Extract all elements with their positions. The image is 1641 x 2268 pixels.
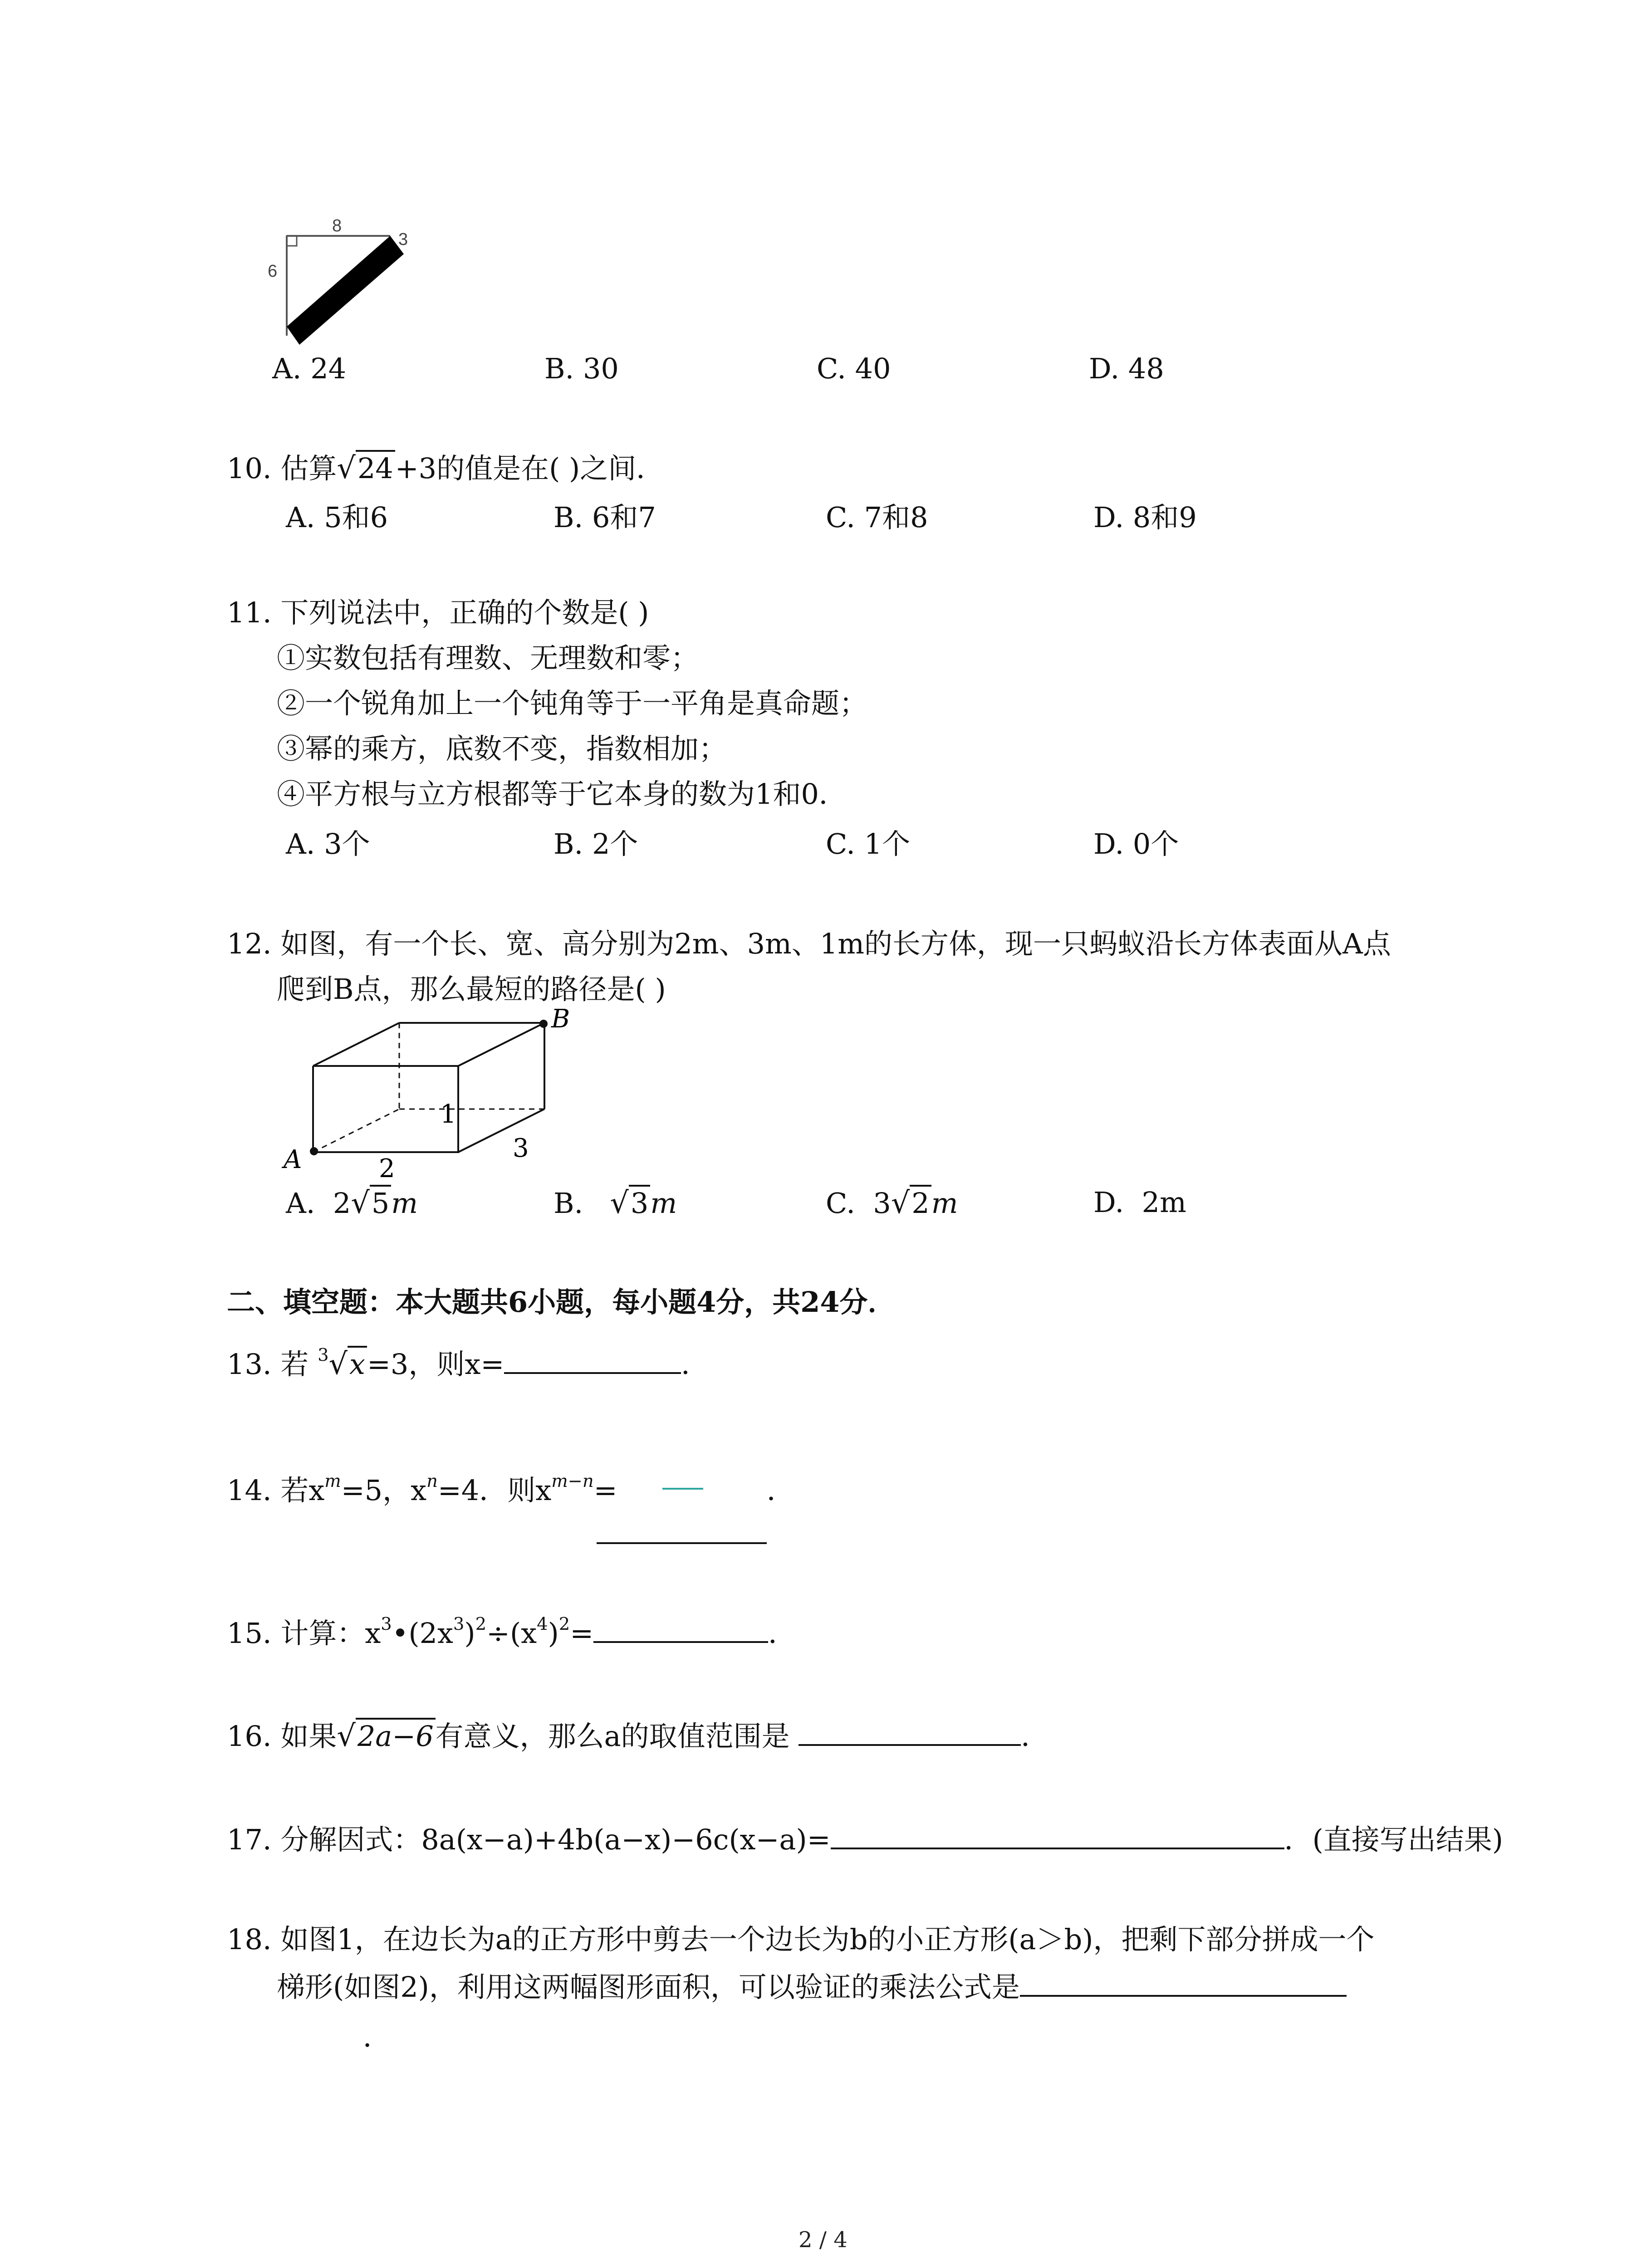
q9-option-c[interactable]: C. 40 xyxy=(817,352,891,385)
q14-eq: = xyxy=(593,1474,617,1507)
q15-b: ) xyxy=(464,1617,475,1650)
q14-end: ． xyxy=(767,1474,795,1507)
q12-line2: 爬到B点，那么最短的路径是( ) xyxy=(277,973,666,1006)
q12-option-d[interactable] xyxy=(1093,1188,1186,1217)
q12-option-a-sqrt: √5 xyxy=(351,1188,391,1218)
q12-option-b-unit: m xyxy=(650,1187,677,1220)
q18-line2 xyxy=(277,1970,1347,2004)
q12-option-b-radicand: 3 xyxy=(629,1185,650,1220)
q15-eq: = xyxy=(570,1617,594,1650)
q12-line1 xyxy=(227,927,1391,960)
q10-post: +3的值是在( )之间． xyxy=(395,452,665,485)
q10-radicand: 24 xyxy=(356,450,395,485)
q12-option-c-sqrt: √2 xyxy=(891,1188,931,1218)
q15-d: ) xyxy=(548,1617,559,1650)
q12-option-c-coef: 3 xyxy=(873,1187,891,1220)
q18-answer-blank[interactable] xyxy=(1020,1995,1347,1997)
q12-option-a-label: A. xyxy=(286,1187,315,1220)
q9-label-top: 8 xyxy=(332,216,342,235)
q17-end: ．(直接写出结果) xyxy=(1284,1823,1504,1856)
q12-label-w: 3 xyxy=(513,1134,529,1163)
q12-label-h: 1 xyxy=(440,1100,456,1129)
q9-figure xyxy=(254,213,426,349)
q17-number: 17. xyxy=(227,1823,272,1856)
q13-post: =3，则x= xyxy=(367,1348,505,1381)
q16-post: 有意义，那么a的取值范围是 xyxy=(435,1720,790,1753)
q10-pre: 估算 xyxy=(280,452,337,485)
q11-item-1: ①实数包括有理数、无理数和零； xyxy=(277,641,699,675)
q18-end: ． xyxy=(363,2020,392,2053)
q11-item-3: ③幂的乘方，底数不变，指数相加； xyxy=(277,732,727,765)
page-number: 2 / 4 xyxy=(798,2227,847,2253)
q12-option-c-radicand: 2 xyxy=(910,1185,931,1220)
q10-option-b[interactable]: B. 6和7 xyxy=(554,501,656,534)
q17-text: 分解因式：8a(x−a)+4b(a−x)−6c(x−a)= xyxy=(280,1823,831,1856)
q10-option-c[interactable]: C. 7和8 xyxy=(826,501,928,534)
q10-stem xyxy=(227,451,665,485)
q10-sqrt: √24 xyxy=(337,454,395,483)
q12-option-b[interactable] xyxy=(554,1188,677,1218)
q11-item-4: ④平方根与立方根都等于它本身的数为1和0． xyxy=(277,777,847,811)
q14 xyxy=(227,1471,617,1507)
q13-pre: 若 xyxy=(280,1348,309,1381)
q12-option-b-sqrt: √3 xyxy=(610,1188,650,1218)
q11-option-b[interactable]: B. 2个 xyxy=(554,827,638,860)
q12-line1-text: 如图，有一个长、宽、高分别为2m、3m、1m的长方体，现一只蚂蚁沿长方体表面从A点 xyxy=(280,927,1391,960)
q16-sqrt: √2a−6 xyxy=(337,1721,435,1751)
q14-exp-m: m xyxy=(324,1471,341,1492)
q12-option-a-radicand: 5 xyxy=(370,1185,391,1220)
q10-option-d[interactable]: D. 8和9 xyxy=(1093,501,1197,534)
q12-option-a-coef: 2 xyxy=(333,1187,351,1220)
q12-option-b-label: B. xyxy=(554,1187,583,1220)
q14-answer-blank[interactable] xyxy=(597,1542,767,1544)
q9-label-left: 6 xyxy=(268,262,278,281)
q15-e3: 2 xyxy=(475,1614,487,1635)
q16-pre: 如果 xyxy=(280,1720,337,1753)
q12-option-a[interactable] xyxy=(286,1188,418,1218)
q15-e2: 3 xyxy=(453,1614,465,1635)
q12-label-b: B xyxy=(551,1007,570,1034)
q13-answer-blank[interactable] xyxy=(504,1372,681,1374)
q12-option-a-unit: m xyxy=(391,1187,418,1220)
q12-label-a: A xyxy=(284,1145,302,1174)
q12-figure xyxy=(272,1007,590,1179)
q13-cuberoot: √x xyxy=(329,1349,367,1379)
q16-radicand: 2a−6 xyxy=(356,1718,436,1753)
q15-end: ． xyxy=(768,1617,797,1650)
q18-line1 xyxy=(227,1923,1375,1956)
q11-option-a[interactable]: A. 3个 xyxy=(286,827,370,860)
q11-option-d[interactable]: D. 0个 xyxy=(1093,827,1179,860)
q14-text-2: =5，x xyxy=(341,1474,427,1507)
q16 xyxy=(227,1721,1049,1751)
q12-option-c-label: C. xyxy=(826,1187,855,1220)
q17 xyxy=(227,1823,1504,1856)
q14-text-1: 若x xyxy=(280,1474,325,1507)
q18-number: 18. xyxy=(227,1923,272,1956)
q9-option-d[interactable]: D. 48 xyxy=(1089,352,1164,385)
q12-option-d-label: D. xyxy=(1093,1186,1124,1219)
q10-option-a[interactable]: A. 5和6 xyxy=(286,501,388,534)
q14-exp-mn: m−n xyxy=(551,1471,594,1492)
q13-end: ． xyxy=(681,1348,710,1381)
section-2-title: 二、填空题：本大题共6小题，每小题4分，共24分． xyxy=(227,1286,896,1319)
q12-label-l: 2 xyxy=(379,1154,395,1179)
q12-option-c[interactable] xyxy=(826,1188,958,1218)
q15 xyxy=(227,1614,797,1650)
q16-number: 16. xyxy=(227,1720,272,1753)
q11-stem xyxy=(227,596,649,629)
q16-end: ． xyxy=(1021,1720,1049,1753)
q15-e4: 4 xyxy=(537,1614,548,1635)
q13-index: 3 xyxy=(318,1345,329,1366)
q12-option-c-unit: m xyxy=(931,1187,958,1220)
q14-dash-mark xyxy=(662,1488,703,1490)
q18-line2-text: 梯形(如图2)，利用这两幅图形面积，可以验证的乘法公式是 xyxy=(277,1970,1020,2004)
q14-number: 14. xyxy=(227,1474,272,1507)
q15-pre: 计算：x xyxy=(280,1617,381,1650)
q15-e1: 3 xyxy=(381,1614,392,1635)
q13 xyxy=(227,1345,710,1381)
q15-c: ÷(x xyxy=(486,1617,537,1650)
q13-number: 13. xyxy=(227,1348,272,1381)
q11-option-c[interactable]: C. 1个 xyxy=(826,827,911,860)
q12-option-d-text: 2m xyxy=(1141,1186,1186,1219)
q9-label-right: 3 xyxy=(398,230,408,249)
q9-option-b[interactable]: B. 30 xyxy=(544,352,619,385)
q11-number: 11. xyxy=(227,596,272,629)
q14-exp-n: n xyxy=(426,1471,438,1492)
q18-line1-text: 如图1，在边长为a的正方形中剪去一个边长为b的小正方形(a＞b)，把剩下部分拼成一个 xyxy=(280,1923,1375,1956)
q15-number: 15. xyxy=(227,1617,272,1650)
q15-answer-blank[interactable] xyxy=(593,1641,768,1643)
q15-a: •(2x xyxy=(392,1617,453,1650)
q11-item-2: ②一个锐角加上一个钝角等于一平角是真命题； xyxy=(277,687,868,720)
q10-number: 10. xyxy=(227,452,272,485)
q9-option-a[interactable]: A. 24 xyxy=(272,352,347,385)
q17-answer-blank[interactable] xyxy=(831,1848,1284,1849)
q13-radicand: x xyxy=(348,1346,367,1381)
q15-e5: 2 xyxy=(558,1614,570,1635)
q16-answer-blank[interactable] xyxy=(798,1744,1021,1746)
q11-stem-text: 下列说法中，正确的个数是( ) xyxy=(280,596,649,629)
q14-text-3: =4．则x xyxy=(437,1474,552,1507)
q12-number: 12. xyxy=(227,927,272,960)
